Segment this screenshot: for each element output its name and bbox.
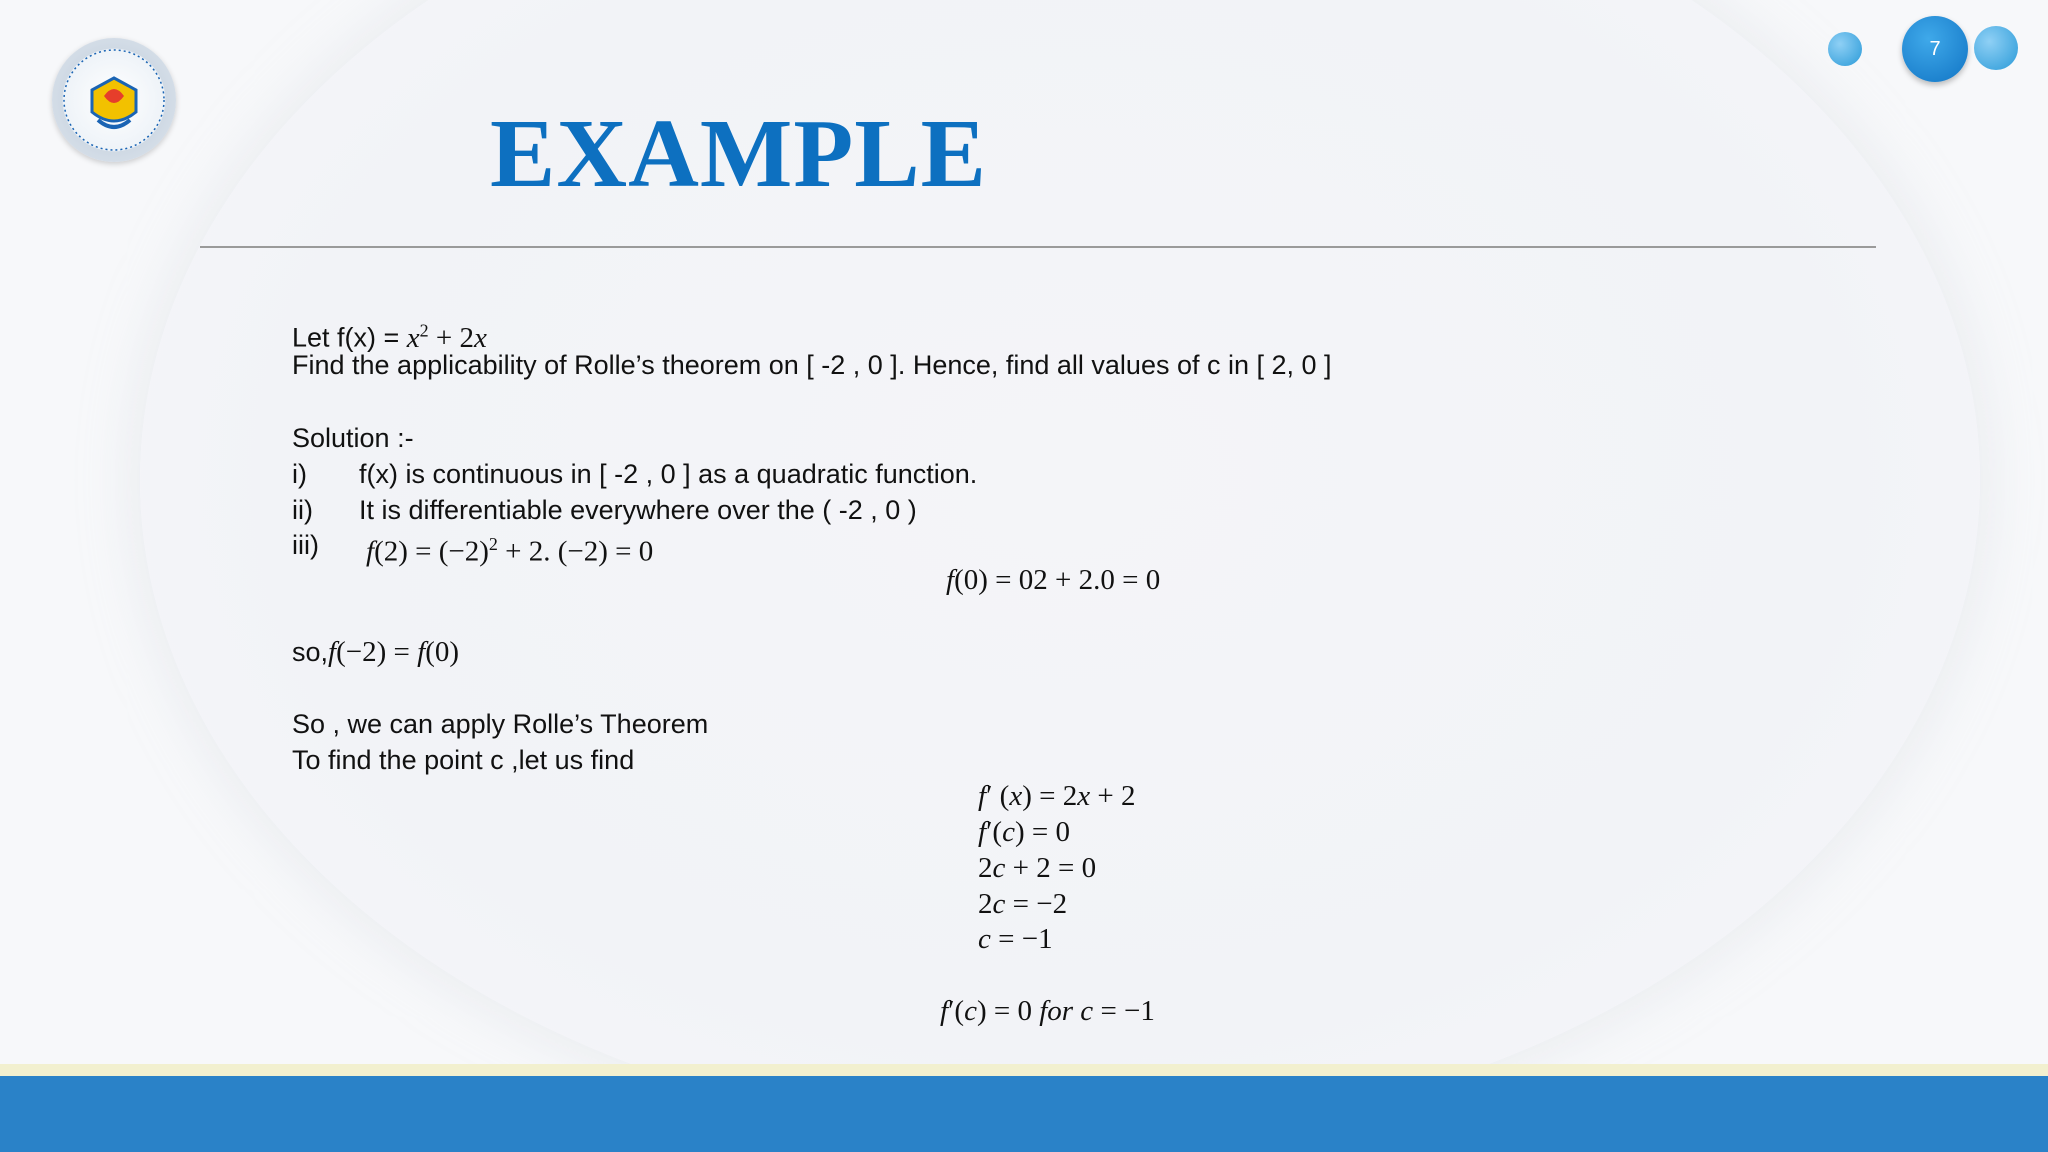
dot-decoration-right bbox=[1974, 26, 2018, 70]
footer-bar bbox=[0, 1076, 2048, 1152]
page-indicator bbox=[1828, 16, 2018, 82]
apply-theorem-text: So , we can apply Rolle’s Theorem bbox=[292, 709, 709, 739]
equality-conclusion: so,f(−2) = f(0) bbox=[292, 636, 460, 668]
equation-step-2: 2c = −2 bbox=[978, 888, 1068, 920]
step-ii-marker: ii) bbox=[292, 495, 313, 525]
equation-step-1: 2c + 2 = 0 bbox=[978, 852, 1097, 884]
step-ii-text: It is differentiable everywhere over the ( -2 , 0 ) bbox=[359, 495, 917, 525]
equation-f-zero: f(0) = 02 + 2.0 = 0 bbox=[946, 564, 1161, 596]
final-result: f′(c) = 0 for c = −1 bbox=[940, 995, 1155, 1027]
find-point-text: To find the point c ,let us find bbox=[292, 745, 635, 775]
step-i-text: f(x) is continuous in [ -2 , 0 ] as a quadratic function. bbox=[359, 459, 978, 489]
dot-decoration-left bbox=[1828, 32, 1862, 66]
title-divider bbox=[200, 246, 1876, 248]
logo-emblem-icon bbox=[52, 38, 176, 162]
footer-accent-strip bbox=[0, 1064, 2048, 1076]
university-logo bbox=[52, 38, 176, 162]
step-i-marker: i) bbox=[292, 459, 307, 489]
solution-heading: Solution :- bbox=[292, 423, 414, 453]
derivative-at-c: f′(c) = 0 bbox=[978, 816, 1070, 848]
problem-statement: Find the applicability of Rolle’s theorem on [ -2 , 0 ]. Hence, find all values of c in [ 2, 0 ] bbox=[292, 350, 1332, 380]
page-number: 7 bbox=[1902, 16, 1968, 82]
derivative-equation: f′ (x) = 2x + 2 bbox=[978, 780, 1136, 812]
step-iii-equation: $f(2) = (-2)^2 + 2$. (−2) = 0 bbox=[366, 534, 654, 568]
function-definition: Let $f(x) = x^2 + 2x$ bbox=[292, 320, 487, 354]
slide-title: EXAMPLE bbox=[490, 100, 987, 208]
equation-step-3: c = −1 bbox=[978, 923, 1053, 955]
step-iii-marker: iii) bbox=[292, 530, 319, 560]
